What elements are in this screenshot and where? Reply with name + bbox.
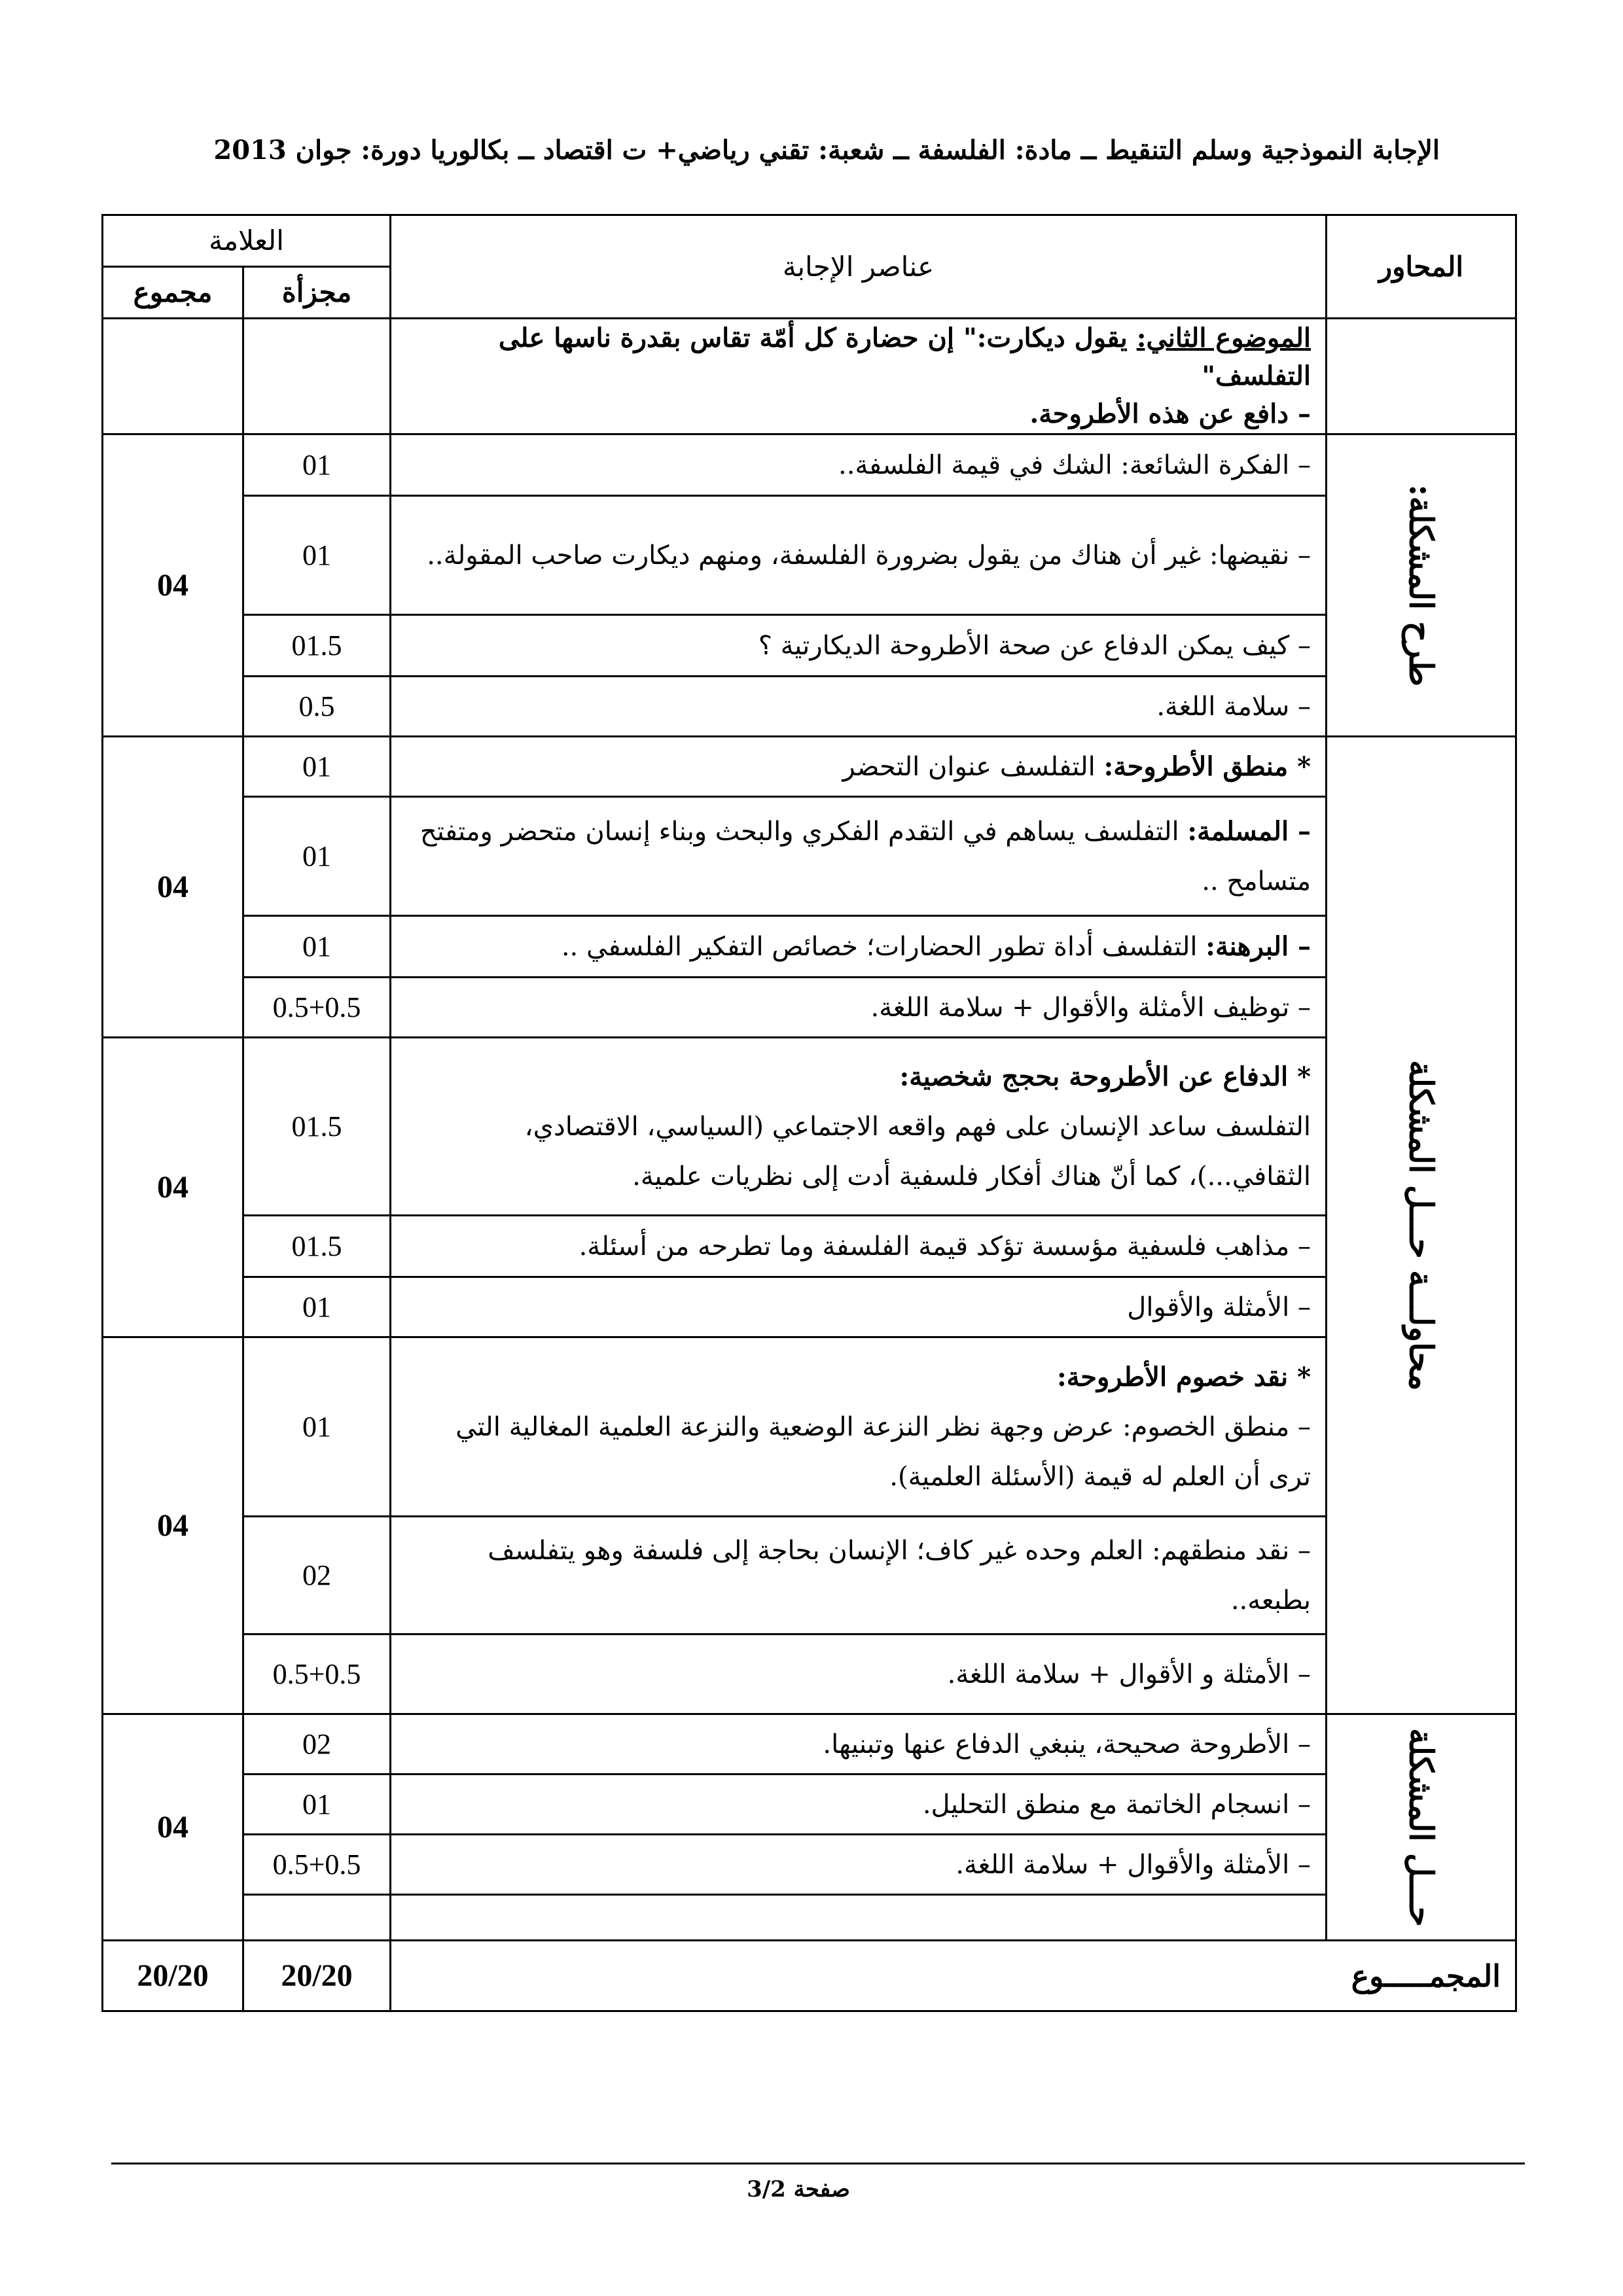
answer-row-text: التفلسف ساعد الإنسان على فهم واقعه الاجتماعي (السياسي، الاقتصادي، الثقافي...)، كما أنّ هناك أفكار فلسفية أدت إلى نظريات علمية. <box>524 1111 1311 1192</box>
answer-row: – الأطروحة صحيحة، ينبغي الدفاع عنها وتبنيها. <box>391 1714 1327 1775</box>
answer-row-text: – توظيف الأمثلة والأقوال + سلامة اللغة. <box>870 992 1311 1023</box>
topic-total-cell <box>103 319 243 434</box>
total-column-header: مجموع <box>103 267 243 319</box>
answer-row: – الأمثلة و الأقوال + سلامة اللغة. <box>391 1634 1327 1714</box>
answer-row-text: التفلسف عنوان التحضر <box>842 751 1104 782</box>
partial-column-header: مجزأة <box>243 267 391 319</box>
partial-mark: 01.5 <box>243 1038 391 1216</box>
topic-partial-cell <box>243 319 391 434</box>
page-number: صفحة 3/2 <box>747 2176 850 2202</box>
partial-mark: 0.5 <box>243 677 391 737</box>
answer-row <box>391 1895 1327 1941</box>
section4-heading: * نقد خصوم الأطروحة: <box>1057 1361 1311 1392</box>
partial-mark: 01.5 <box>243 615 391 677</box>
axis-problem-statement-label: طرح المشكلة: <box>1402 484 1441 687</box>
axis-attempt-solution-label: محاولـــة حـــل المشكلة <box>1402 1059 1441 1391</box>
footer-rule <box>111 2163 1525 2164</box>
topic-label: الموضوع الثاني: <box>1136 323 1311 353</box>
answer-row: – كيف يمكن الدفاع عن صحة الأطروحة الديكارتية ؟ <box>391 615 1327 677</box>
section2-total: 04 <box>103 737 243 1038</box>
partial-mark <box>243 1895 391 1941</box>
topic-instruction: – دافع عن هذه الأطروحة. <box>1029 398 1311 429</box>
topic-axis-cell <box>1327 319 1516 434</box>
answer-row: – الأمثلة والأقوال + سلامة اللغة. <box>391 1835 1327 1895</box>
axis-attempt-solution <box>1327 737 1516 1714</box>
answer-row-text: التفلسف يساهم في التقدم الفكري والبحث وبناء إنسان متحضر ومتفتح متسامح .. <box>419 816 1311 896</box>
section3-heading: * الدفاع عن الأطروحة بحجج شخصية: <box>899 1061 1311 1092</box>
answer-row-label: – المسلمة: <box>1187 815 1311 847</box>
partial-mark: 01 <box>243 1277 391 1337</box>
partial-mark: 0.5+0.5 <box>243 1634 391 1714</box>
partial-mark: 01 <box>243 434 391 496</box>
answer-row-text: – منطق الخصوم: عرض وجهة نظر النزعة الوضعية والنزعة العلمية المغالية التي ترى أن العلم له قيمة (الأسئلة العلمية). <box>455 1411 1311 1492</box>
axis-problem-statement <box>1327 434 1516 737</box>
answer-row: – نقيضها: غير أن هناك من يقول بضرورة الفلسفة، ومنهم ديكارت صاحب المقولة.. <box>391 496 1327 615</box>
axes-column-header: المحاور <box>1327 215 1516 319</box>
answer-elements-column-header: عناصر الإجابة <box>391 215 1327 319</box>
partial-mark: 01 <box>243 1337 391 1517</box>
partial-sum: 20/20 <box>243 1941 391 2011</box>
partial-mark: 01 <box>243 916 391 978</box>
answer-row: – انسجام الخاتمة مع منطق التحليل. <box>391 1775 1327 1835</box>
partial-mark: 02 <box>243 1714 391 1775</box>
partial-mark: 02 <box>243 1517 391 1634</box>
partial-mark: 0.5+0.5 <box>243 978 391 1038</box>
answer-row: – سلامة اللغة. <box>391 677 1327 737</box>
axis-solution <box>1327 1714 1516 1941</box>
partial-mark: 01 <box>243 496 391 615</box>
answer-row: – مذاهب فلسفية مؤسسة تؤكد قيمة الفلسفة وما تطرحه من أسئلة. <box>391 1216 1327 1277</box>
answer-row: – نقد منطقهم: العلم وحده غير كاف؛ الإنسان بحاجة إلى فلسفة وهو يتفلسف بطبعه.. <box>391 1517 1327 1634</box>
section3-total: 04 <box>103 1038 243 1337</box>
answer-row-label: – البرهنة: <box>1205 930 1311 962</box>
topic-text: يقول ديكارت:" إن حضارة كل أمّة تقاس بقدرة ناسها على التفلسف" <box>498 323 1311 391</box>
answer-row-text: التفلسف أداة تطور الحضارات؛ خصائص التفكير الفلسفي .. <box>561 931 1206 962</box>
section1-total: 04 <box>103 434 243 737</box>
partial-mark: 01.5 <box>243 1216 391 1277</box>
partial-mark: 01 <box>243 797 391 916</box>
answer-row-label: * منطق الأطروحة: <box>1103 751 1311 782</box>
answer-row: – الفكرة الشائعة: الشك في قيمة الفلسفة.. <box>391 434 1327 496</box>
sum-label: المجمـــــوع <box>391 1941 1516 2011</box>
section5-total: 04 <box>103 1714 243 1941</box>
mark-column-header: العلامة <box>103 215 391 267</box>
page-title: الإجابة النموذجية وسلم التنقيط ــ مادة: الفلسفة ــ شعبة: تقني رياضي+ ت اقتصاد ــ بكالوريا دورة: جوان 2013 <box>213 135 1440 166</box>
partial-mark: 01 <box>243 1775 391 1835</box>
answer-row <box>391 797 1327 916</box>
grand-total: 20/20 <box>103 1941 243 2011</box>
axis-solution-label: حـــل المشكلة <box>1402 1727 1441 1927</box>
answer-row <box>391 978 1327 1038</box>
answer-row <box>391 737 1327 797</box>
answer-row <box>391 916 1327 978</box>
section4-total: 04 <box>103 1337 243 1714</box>
answer-row <box>391 1337 1327 1517</box>
partial-mark: 01 <box>243 737 391 797</box>
answer-row: – الأمثلة والأقوال <box>391 1277 1327 1337</box>
answer-row <box>391 1038 1327 1216</box>
topic-cell <box>391 319 1327 434</box>
answer-table <box>101 214 1517 2012</box>
partial-mark: 0.5+0.5 <box>243 1835 391 1895</box>
